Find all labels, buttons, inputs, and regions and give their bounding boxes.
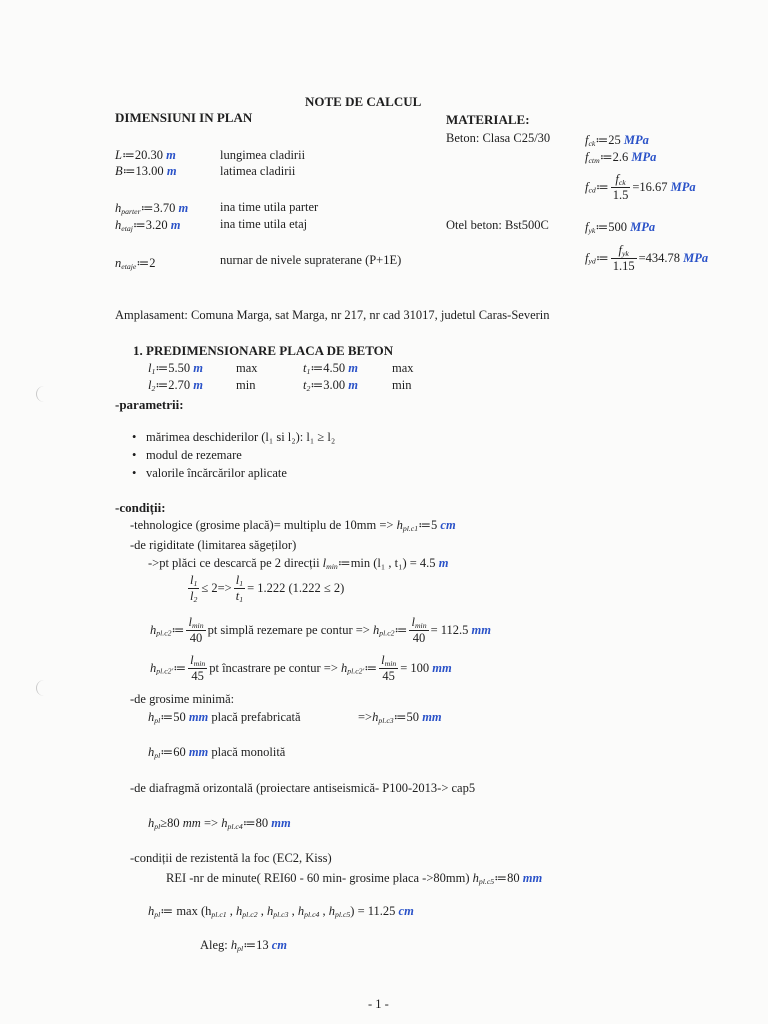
chosen-thickness: Aleg: $h_{pl}≔13$ cm [200,938,288,953]
dim-row-h-etaj: $h_{etaj}≔3.20$ m [115,218,181,233]
h-pl-c2-formula: $h_{pl.c2}≔$ $l_{min}$ 40 pt simplă rezemare pe contur => $h_{pl.c2}≔$ $l_{min}$ 40 = 112.5 mm [150,615,491,645]
dim-row-h-parter: $h_{parter}≔3.70$ m [115,201,189,216]
beton-class: Beton: Clasa C25/30 [446,131,551,145]
two-direction-slabs: ->pt plăci ce descarcă pe 2 direcții $l_{min}≔\min$ (l₁ , t₁) = 4.5 m [148,556,449,571]
otel-beton: Otel beton: Bst500C [446,218,549,232]
fcd-formula: $f_{cd}≔$ $f_{ck}$ 1.5 =16.67 MPa [585,172,696,202]
fyd-formula: $f_{yd}≔$ $f_{yk}$ 1.15 =434.78 MPa [585,243,709,273]
cond-rigidity: -de rigiditate (limitarea săgeților) [130,538,297,552]
parameters-list [128,430,335,484]
binder-hole-mark [36,680,47,696]
t2-value: $t_2≔3.00$ m [303,378,359,393]
dim-desc-n-etaje: nurnar de nivele supraterane (P+1E) [220,253,402,267]
dimensions-heading: DIMENSIUNI IN PLAN [115,110,253,125]
dim-row-length: L≔20.30 m [115,148,176,162]
l2-min-label: min [236,378,256,392]
dim-row-width: B≔13.00 m [115,164,177,178]
cond-fire-resistance: -condiții de rezistentă la foc (EC2, Kiss) [130,851,332,865]
fck-value: $f_{ck}≔25$ MPa [585,133,649,148]
h-pl-max-formula: $h_{pl}≔$ $\max (h_{pl.c1}$ , $h_{pl.c2}$ , $h_{pl.c3}$ , $h_{pl.c4}$ , $h_{pl.c5}) = 11.25$ cm [148,904,414,919]
list-item: • modul de rezemare [128,448,335,466]
l2-value: $l_2≔2.70$ m [148,378,204,393]
binder-hole-mark [36,386,47,402]
l1-max-label: max [236,361,258,375]
fctm-value: $f_{ctm}≔2.6$ MPa [585,150,657,165]
materials-heading: MATERIALE: [446,112,530,127]
diaphragm-formula: $h_{pl}\ge 80$ mm => $h_{pl.c4}≔80$ mm [148,816,291,831]
cond-technological: -tehnologice (grosime placă)= multiplu de $10mm => h_{pl.c1}≔5$ cm [130,518,456,533]
ratio-check: $\frac{l_1}{l_2}$ ≤ 2=> $\frac{l_1}{t_1}$ = 1.222 (1.222 ≤ 2) [190,573,345,604]
monolith-slab: $h_{pl}≔60$ mm placă monolită [148,745,286,760]
t2-min-label: min [392,378,412,392]
page-title: NOTE DE CALCUL [305,94,422,109]
section-1-heading: 1. PREDIMENSIONARE PLACA DE BETON [133,343,394,358]
list-item: • mărimea deschiderilor (l₁ si l₂): l₁ ≥ l₂ [128,430,335,448]
dim-desc-h-parter: ina time utila parter [220,200,319,214]
cond-diaphragm: -de diafragmă orizontală (proiectare antiseismică- P100-2013-> cap5 [130,781,476,795]
t1-max-label: max [392,361,414,375]
prefab-result: $=>h_{pl.c3}≔50$ mm [358,710,442,725]
dim-row-n-etaje: $n_{etaje}≔2$ [115,256,156,271]
l1-value: $l_1≔5.50$ m [148,361,204,376]
site-location: Amplasament: Comuna Marga, sat Marga, nr 217, nr cad 31017, judetul Caras-Severin [115,308,550,322]
fyk-value: $f_{yk}≔500$ MPa [585,220,656,235]
dim-desc-h-etaj: ina time utila etaj [220,217,308,231]
dim-desc-width: latimea cladirii [220,164,296,178]
parameters-heading: -parametrii: [115,397,184,412]
conditions-heading: -condiții: [115,500,166,515]
page-number: - 1 - [368,997,389,1011]
h-pl-c2-prime-formula: $h_{pl.c2'}≔$ $l_{min}$ 45 pt încastrare pe contur => $h_{pl.c2'}≔$ $l_{min}$ 45 = 100 mm [150,653,452,683]
rei-formula: REI -nr de minute( REI60 - 60 min- grosime placa ->80mm) $h_{pl.c5}≔80$ mm [166,871,543,886]
cond-min-thickness: -de grosime minimă: [130,692,235,706]
dim-desc-length: lungimea cladirii [220,148,306,162]
t1-value: $t_1≔4.50$ m [303,361,359,376]
list-item: • valorile încărcărilor aplicate [128,466,335,484]
prefab-slab: $h_{pl}≔50$ mm placă prefabricată [148,710,301,725]
